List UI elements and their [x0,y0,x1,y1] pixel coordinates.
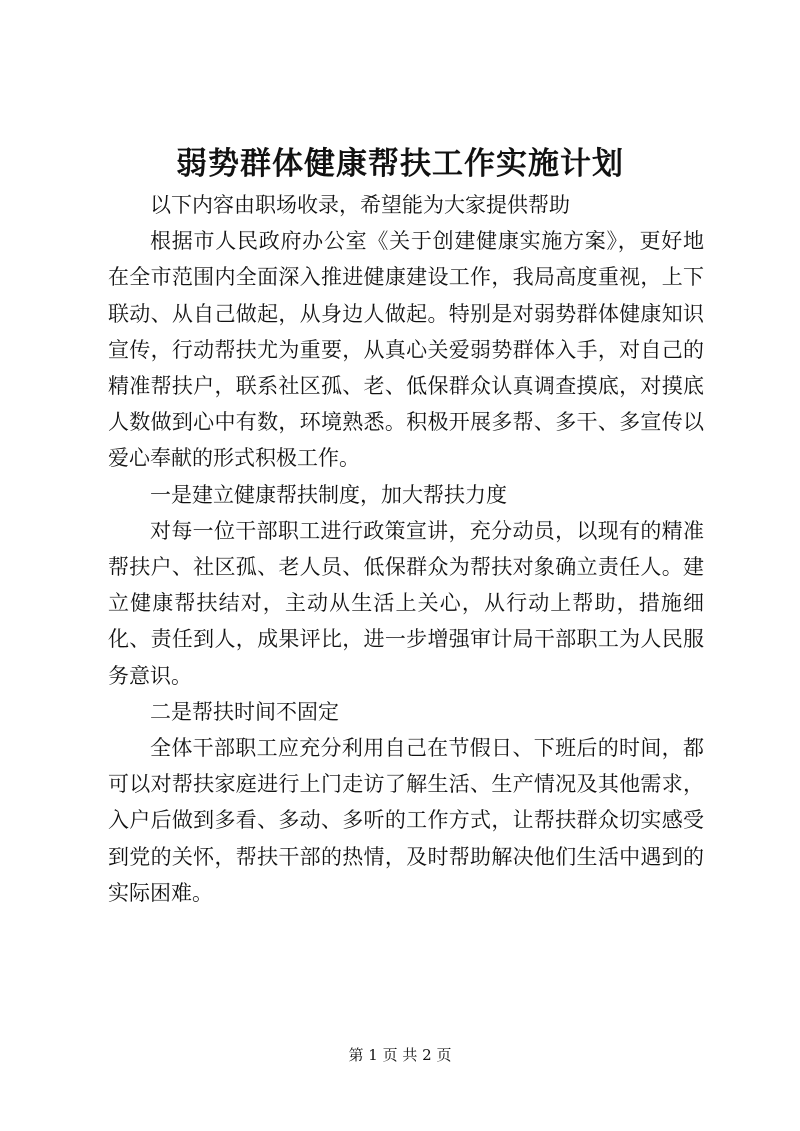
body-paragraph: 对每一位干部职工进行政策宣讲，充分动员，以现有的精准帮扶户、社区孤、老人员、低保群众为帮扶对象确立责任人。建立健康帮扶结对，主动从生活上关心，从行动上帮助，措施细化、责任到人，成果评比，进一步增强审计局干部职工为人民服务意识。 [108,518,704,688]
document-title: 弱势群体健康帮扶工作实施计划 [176,146,624,182]
body-paragraph: 根据市人民政府办公室《关于创建健康实施方案》，更好地在全市范围内全面深入推进健康建设工作，我局高度重视，上下联动、从自己做起，从身边人做起。特别是对弱势群体健康知识宣传，行动帮扶尤为重要，从真心关爱弱势群体入手，对自己的精准帮扶户，联系社区孤、老、低保群众认真调查摸底，对摸底人数做到心中有数，环境熟悉。积极开展多帮、多干、多宣传以爱心奉献的形式积极工作。 [108,229,704,471]
section-heading: 二是帮扶时间不固定 [150,699,339,724]
intro-paragraph: 以下内容由职场收录，希望能为大家提供帮助 [150,193,570,217]
body-paragraph: 全体干部职工应充分利用自己在节假日、下班后的时间，都可以对帮扶家庭进行上门走访了解生活、生产情况及其他需求，入户后做到多看、多动、多听的工作方式，让帮扶群众切实感受到党的关怀，帮扶干部的热情，及时帮助解决他们生活中遇到的实际困难。 [108,736,704,905]
section-heading: 一是建立健康帮扶制度，加大帮扶力度 [150,482,507,507]
page-number-footer: 第 1 页 共 2 页 [348,1046,452,1064]
document-body [108,187,704,911]
